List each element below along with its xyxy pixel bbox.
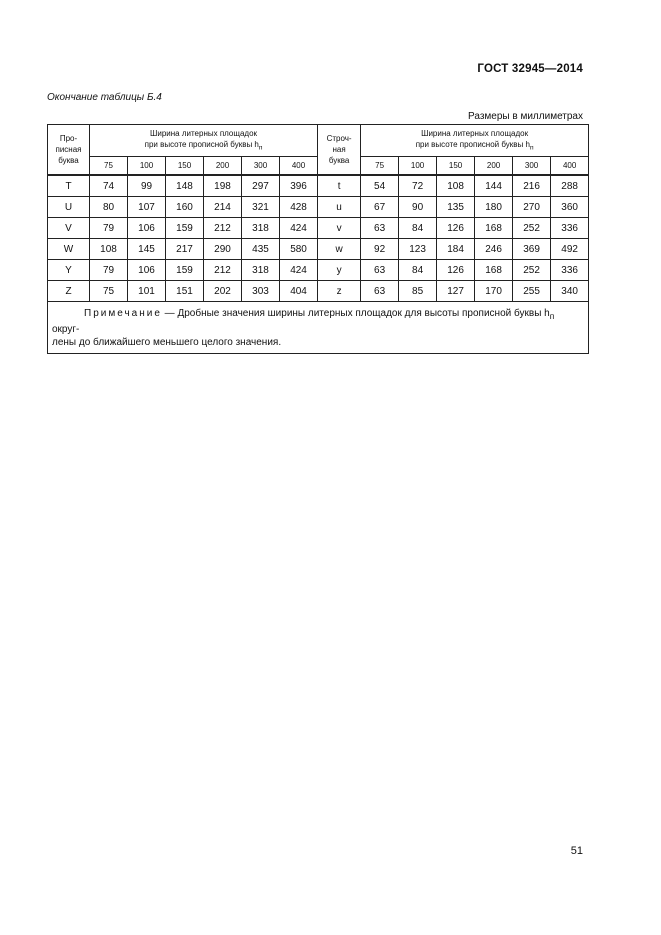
header-group-line-2 [90, 139, 317, 154]
height-header: 150 [437, 157, 475, 176]
value-cell: 101 [128, 281, 166, 302]
header-group-subscript: п [258, 144, 263, 152]
value-cell: 492 [551, 239, 589, 260]
height-header: 200 [475, 157, 513, 176]
upper-letter-cell: W [48, 239, 90, 260]
value-cell: 303 [242, 281, 280, 302]
value-cell: 80 [90, 197, 128, 218]
upper-letter-cell: Z [48, 281, 90, 302]
value-cell: 404 [280, 281, 318, 302]
value-cell: 198 [204, 175, 242, 197]
value-cell: 74 [90, 175, 128, 197]
value-cell: 107 [128, 197, 166, 218]
value-cell: 106 [128, 218, 166, 239]
value-cell: 424 [280, 218, 318, 239]
value-cell: 84 [399, 260, 437, 281]
upper-letter-cell: Y [48, 260, 90, 281]
note-subscript: п [549, 311, 555, 321]
value-cell: 202 [204, 281, 242, 302]
height-header: 300 [242, 157, 280, 176]
value-cell: 336 [551, 260, 589, 281]
height-header: 100 [128, 157, 166, 176]
upper-letter-cell: V [48, 218, 90, 239]
upper-letter-cell: U [48, 197, 90, 218]
value-cell: 84 [399, 218, 437, 239]
value-cell: 336 [551, 218, 589, 239]
table-row [48, 197, 589, 218]
value-cell: 63 [361, 218, 399, 239]
value-cell: 99 [128, 175, 166, 197]
value-cell: 72 [399, 175, 437, 197]
header-lower-line-3: буква [328, 156, 350, 165]
value-cell: 123 [399, 239, 437, 260]
height-header: 400 [551, 157, 589, 176]
value-cell: 85 [399, 281, 437, 302]
header-upper-line-3: буква [58, 156, 79, 165]
value-cell: 340 [551, 281, 589, 302]
value-cell: 168 [475, 218, 513, 239]
header-lower-line-1: Строч- [326, 134, 352, 143]
value-cell: 90 [399, 197, 437, 218]
lower-letter-cell: v [318, 218, 361, 239]
header-upper-line-1: Про- [59, 134, 78, 143]
value-cell: 145 [128, 239, 166, 260]
table-row [48, 281, 589, 302]
note-text-b: округ- [52, 324, 80, 335]
height-header: 100 [399, 157, 437, 176]
value-cell: 424 [280, 260, 318, 281]
table-note [48, 302, 589, 354]
value-cell: 54 [361, 175, 399, 197]
header-group-line-1: Ширина литерных площадок [421, 128, 529, 138]
value-cell: 184 [437, 239, 475, 260]
value-cell: 288 [551, 175, 589, 197]
value-cell: 79 [90, 218, 128, 239]
value-cell: 318 [242, 218, 280, 239]
height-header: 400 [280, 157, 318, 176]
value-cell: 126 [437, 218, 475, 239]
lower-letter-cell: u [318, 197, 361, 218]
upper-letter-cell: T [48, 175, 90, 197]
height-header: 150 [166, 157, 204, 176]
value-cell: 170 [475, 281, 513, 302]
height-header: 75 [361, 157, 399, 176]
value-cell: 148 [166, 175, 204, 197]
value-cell: 92 [361, 239, 399, 260]
value-cell: 79 [90, 260, 128, 281]
header-lower-widths [361, 125, 589, 157]
letter-width-table [47, 124, 589, 354]
value-cell: 108 [437, 175, 475, 197]
table-row [48, 218, 589, 239]
value-cell: 270 [513, 197, 551, 218]
value-cell: 318 [242, 260, 280, 281]
table-row [48, 175, 589, 197]
header-upper-line-2: писная [55, 145, 82, 154]
table-row [48, 239, 589, 260]
value-cell: 246 [475, 239, 513, 260]
value-cell: 151 [166, 281, 204, 302]
value-cell: 75 [90, 281, 128, 302]
value-cell: 159 [166, 260, 204, 281]
value-cell: 252 [513, 260, 551, 281]
lower-letter-cell: t [318, 175, 361, 197]
header-lower-letter [318, 125, 361, 176]
header-group-line-1: Ширина литерных площадок [150, 128, 258, 138]
note-label: Примечание [84, 308, 162, 319]
lower-letter-cell: w [318, 239, 361, 260]
header-upper-letter [48, 125, 90, 176]
height-header: 200 [204, 157, 242, 176]
note-row [48, 302, 589, 354]
value-cell: 108 [90, 239, 128, 260]
lower-letter-cell: z [318, 281, 361, 302]
header-group-line-2 [361, 139, 588, 154]
value-cell: 63 [361, 260, 399, 281]
lower-letter-cell: y [318, 260, 361, 281]
value-cell: 160 [166, 197, 204, 218]
value-cell: 126 [437, 260, 475, 281]
header-row-groups [48, 125, 589, 157]
note-text-a: — Дробные значения ширины литерных площадок для высоты прописной буквы h [161, 308, 550, 319]
value-cell: 212 [204, 260, 242, 281]
value-cell: 290 [204, 239, 242, 260]
height-header: 300 [513, 157, 551, 176]
table-caption: Окончание таблицы Б.4 [47, 92, 162, 103]
table-row [48, 260, 589, 281]
value-cell: 255 [513, 281, 551, 302]
value-cell: 135 [437, 197, 475, 218]
height-header: 75 [90, 157, 128, 176]
value-cell: 216 [513, 175, 551, 197]
value-cell: 297 [242, 175, 280, 197]
value-cell: 369 [513, 239, 551, 260]
header-group-text: при высоте прописной буквы h [144, 139, 259, 149]
header-upper-widths [90, 125, 318, 157]
page-number: 51 [570, 845, 583, 857]
value-cell: 321 [242, 197, 280, 218]
header-group-text: при высоте прописной буквы h [415, 139, 530, 149]
value-cell: 217 [166, 239, 204, 260]
value-cell: 168 [475, 260, 513, 281]
value-cell: 106 [128, 260, 166, 281]
value-cell: 214 [204, 197, 242, 218]
value-cell: 360 [551, 197, 589, 218]
value-cell: 212 [204, 218, 242, 239]
note-text-c: лены до ближайшего меньшего целого значения. [52, 337, 282, 348]
value-cell: 144 [475, 175, 513, 197]
value-cell: 580 [280, 239, 318, 260]
units-note: Размеры в миллиметрах [468, 111, 583, 122]
header-lower-line-2: ная [332, 145, 346, 154]
value-cell: 159 [166, 218, 204, 239]
document-code: ГОСТ 32945—2014 [477, 63, 583, 75]
value-cell: 252 [513, 218, 551, 239]
value-cell: 428 [280, 197, 318, 218]
header-group-subscript: п [529, 144, 534, 152]
value-cell: 67 [361, 197, 399, 218]
value-cell: 435 [242, 239, 280, 260]
value-cell: 127 [437, 281, 475, 302]
value-cell: 396 [280, 175, 318, 197]
value-cell: 63 [361, 281, 399, 302]
value-cell: 180 [475, 197, 513, 218]
